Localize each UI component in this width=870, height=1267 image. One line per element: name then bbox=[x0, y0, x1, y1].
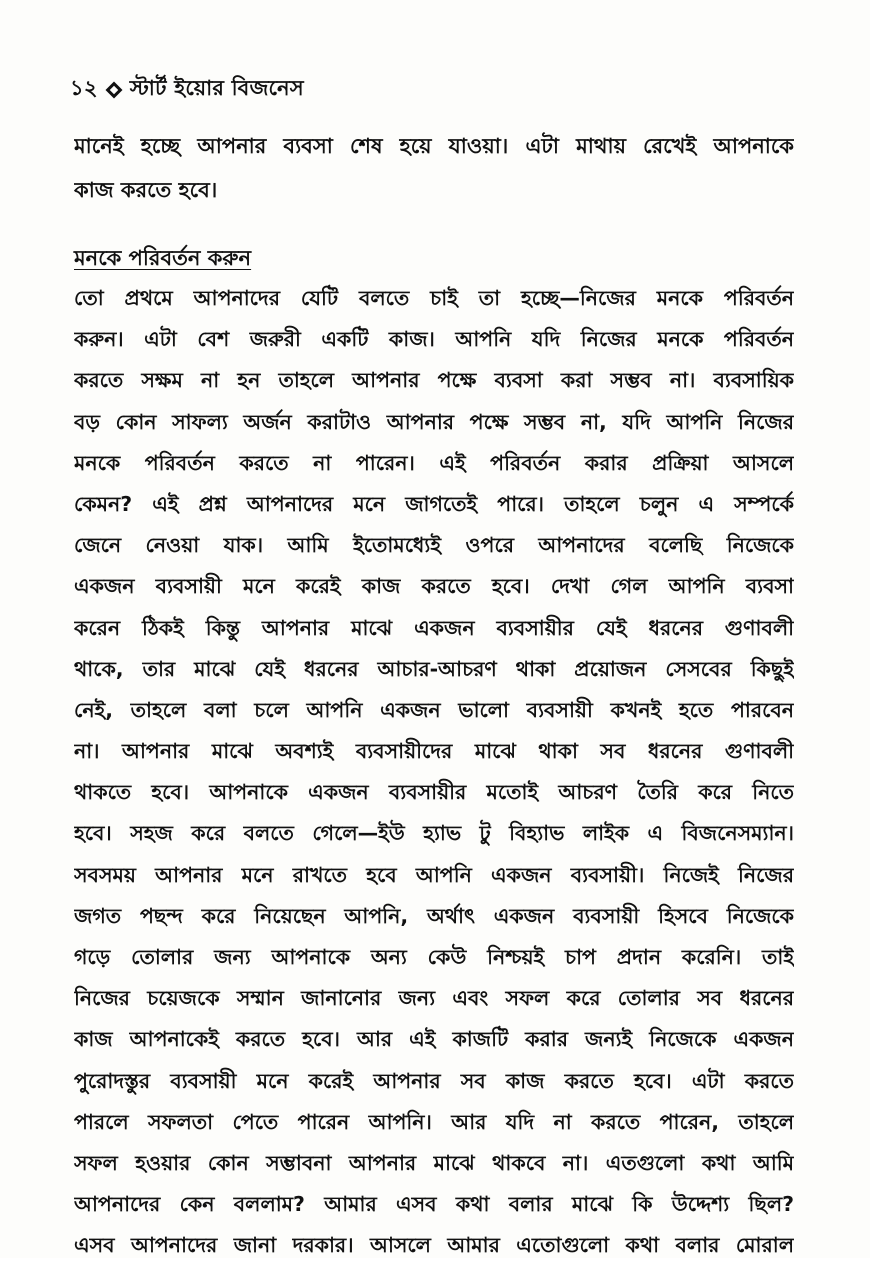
text-line: সফল হওয়ার কোন সম্ভাবনা আপনার মাঝে থাকবে না। এতগুলো কথা আমি bbox=[74, 1150, 794, 1175]
text-line: কাজ করতে হবে। bbox=[74, 178, 218, 202]
text-line: বড় কোন সাফল্য অর্জন করাটাও আপনার পক্ষে সম্ভব না, যদি আপনি নিজের bbox=[74, 409, 794, 434]
text-line: কাজ আপনাকেই করতে হবে। আর এই কাজটি করার জন্যই নিজেকে একজন bbox=[74, 1027, 794, 1052]
text-line: এসব আপনাদের জানা দরকার। আসলে আমার এতোগুলো কথা বলার মোরাল bbox=[74, 1233, 794, 1258]
text-line: নেই, তাহলে বলা চলে আপনি একজন ভালো ব্যবসায়ী কখনই হতে পারবেন bbox=[74, 697, 794, 722]
text-line: গড়ে তোলার জন্য আপনাকে অন্য কেউ নিশ্চয়ই চাপ প্রদান করেনি। তাই bbox=[74, 945, 794, 969]
page-number: ১২ bbox=[70, 76, 98, 100]
section-body bbox=[74, 278, 794, 1267]
text-line: না। আপনার মাঝে অবশ্যই ব্যবসায়ীদের মাঝে থাকা সব ধরনের গুণাবলী bbox=[74, 739, 794, 764]
text-line: হবে। সহজ করে বলতে গেলে—ইউ হ্যাভ টু বিহ্যাভ লাইক এ বিজনেসম্যান। bbox=[74, 821, 794, 846]
text-line: মনকে পরিবর্তন করতে না পারেন। এই পরিবর্তন করার প্রক্রিয়া আসলে bbox=[74, 450, 794, 475]
text-line: থাকে, তার মাঝে যেই ধরনের আচার-আচরণ থাকা প্রয়োজন সেসবের কিছুই bbox=[74, 656, 794, 681]
text-line: নিজের চয়েজকে সম্মান জানানোর জন্য এবং সফল করে তোলার সব ধরনের bbox=[74, 986, 794, 1011]
text-line: পারলে সফলতা পেতে পারেন আপনি। আর যদি না করতে পারেন, তাহলে bbox=[74, 1109, 794, 1134]
text-line: করতে সক্ষম না হন তাহলে আপনার পক্ষে ব্যবসা করা সম্ভব না। ব্যবসায়িক bbox=[74, 368, 794, 393]
section-heading: মনকে পরিবর্তন করুন bbox=[74, 246, 252, 270]
text-line: থাকতে হবে। আপনাকে একজন ব্যবসায়ীর মতোই আচরণ তৈরি করে নিতে bbox=[74, 780, 794, 805]
intro-paragraph bbox=[74, 124, 794, 212]
running-title: স্টার্ট ইয়োর বিজনেস bbox=[129, 76, 304, 100]
diamond-ornament-icon bbox=[105, 81, 122, 98]
text-line: জগত পছন্দ করে নিয়েছেন আপনি, অর্থাৎ একজন ব্যবসায়ী হিসবে নিজেকে bbox=[74, 903, 794, 928]
text-line: আপনাদের কেন বললাম? আমার এসব কথা বলার মাঝে কি উদ্দেশ্য ছিল? bbox=[74, 1192, 794, 1217]
text-line: করেন ঠিকই কিন্তু আপনার মাঝে একজন ব্যবসায়ীর যেই ধরনের গুণাবলী bbox=[74, 615, 794, 640]
text-line: কেমন? এই প্রশ্ন আপনাদের মনে জাগতেই পারে। তাহলে চলুন এ সম্পর্কে bbox=[74, 491, 794, 516]
text-line: তো প্রথমে আপনাদের যেটি বলতে চাই তা হচ্ছে—নিজের মনকে পরিবর্তন bbox=[74, 286, 794, 310]
text-line: একজন ব্যবসায়ী মনে করেই কাজ করতে হবে। দেখা গেল আপনি ব্যবসা bbox=[74, 574, 794, 599]
text-line: সবসময় আপনার মনে রাখতে হবে আপনি একজন ব্যবসায়ী। নিজেই নিজের bbox=[74, 862, 794, 887]
text-line: করুন। এটা বেশ জরুরী একটি কাজ। আপনি যদি নিজের মনকে পরিবর্তন bbox=[74, 327, 794, 352]
text-line: পুরোদস্তুর ব্যবসায়ী মনে করেই আপনার সব কাজ করতে হবে। এটা করতে bbox=[74, 1068, 794, 1093]
text-line: মানেই হচ্ছে আপনার ব্যবসা শেষ হয়ে যাওয়া। এটা মাথায় রেখেই আপনাকে bbox=[74, 134, 794, 158]
page-header bbox=[70, 72, 304, 107]
text-line: জেনে নেওয়া যাক। আমি ইতোমধ্যেই ওপরে আপনাদের বলেছি নিজেকে bbox=[74, 533, 794, 558]
